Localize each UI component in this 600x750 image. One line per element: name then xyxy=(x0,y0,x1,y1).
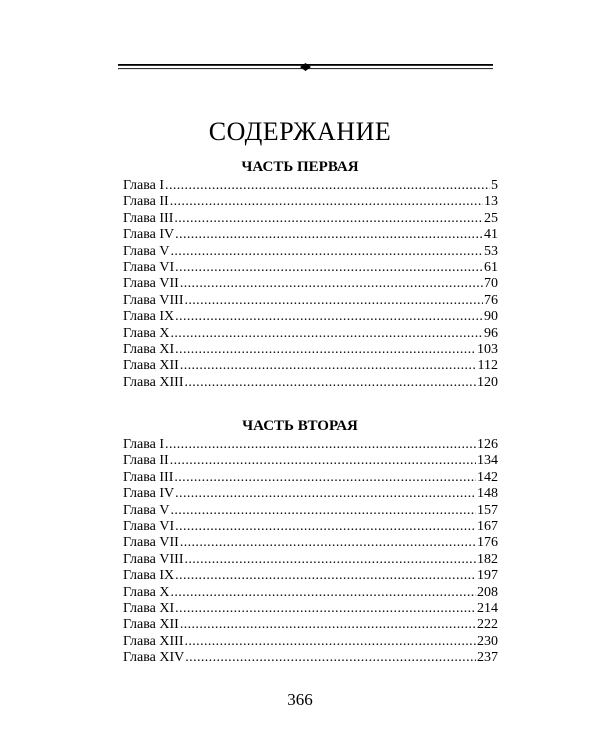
toc-entry-page: 197 xyxy=(477,568,498,584)
part-heading-first: ЧАСТЬ ПЕРВАЯ xyxy=(241,159,359,175)
toc-entry[interactable] xyxy=(123,535,498,551)
toc-entry-page: 96 xyxy=(484,325,498,341)
toc-entry-page: 5 xyxy=(491,178,498,193)
toc-entry-title: Глава III xyxy=(123,210,174,226)
toc-leader-dots xyxy=(174,470,476,486)
toc-entry-page: 230 xyxy=(477,633,498,649)
toc-leader-dots xyxy=(180,617,476,633)
toc-entry-page: 53 xyxy=(484,243,498,259)
toc-entry-title: Глава VII xyxy=(123,276,179,292)
toc-entry-title: Глава VI xyxy=(123,518,175,534)
toc-entry-title: Глава VIII xyxy=(123,292,184,308)
toc-leader-dots xyxy=(184,375,476,391)
toc-entry-title: Глава I xyxy=(123,437,165,452)
toc-entry-title: Глава VIII xyxy=(123,551,184,567)
toc-entry-title: Глава VII xyxy=(123,535,179,551)
toc-entry-page: 61 xyxy=(484,259,498,275)
toc-entry-title: Глава I xyxy=(123,178,165,193)
toc-entry[interactable] xyxy=(123,634,498,650)
toc-entry-title: Глава X xyxy=(123,325,170,341)
toc-leader-dots xyxy=(175,568,476,584)
toc-entry-title: Глава XIII xyxy=(123,374,184,390)
toc-leader-dots xyxy=(175,227,483,243)
toc-entry-title: Глава III xyxy=(123,469,174,485)
toc-entry[interactable] xyxy=(123,260,498,276)
toc-list-part-two xyxy=(123,437,498,666)
toc-entry-page: 90 xyxy=(484,309,498,325)
toc-leader-dots xyxy=(175,519,476,535)
toc-list-part-one xyxy=(123,178,498,391)
toc-entry[interactable] xyxy=(123,358,498,374)
toc-leader-dots xyxy=(175,601,476,617)
part-heading-second: ЧАСТЬ ВТОРАЯ xyxy=(242,418,358,434)
toc-entry[interactable] xyxy=(123,342,498,358)
toc-entry[interactable] xyxy=(123,552,498,568)
toc-leader-dots xyxy=(171,244,484,260)
toc-entry-page: 167 xyxy=(477,518,498,534)
toc-entry-title: Глава II xyxy=(123,453,169,469)
toc-leader-dots xyxy=(175,309,483,325)
toc-entry-page: 182 xyxy=(477,551,498,567)
toc-leader-dots xyxy=(184,634,476,650)
toc-entry-title: Глава V xyxy=(123,243,170,259)
toc-entry-page: 237 xyxy=(477,650,498,666)
toc-entry-title: Глава XI xyxy=(123,341,175,357)
toc-entry[interactable] xyxy=(123,617,498,633)
toc-entry-page: 76 xyxy=(484,292,498,308)
toc-entry-page: 222 xyxy=(477,617,498,633)
toc-entry-title: Глава V xyxy=(123,502,170,518)
toc-entry-title: Глава IX xyxy=(123,568,175,584)
toc-entry-title: Глава II xyxy=(123,194,169,210)
toc-entry[interactable] xyxy=(123,470,498,486)
toc-entry-page: 13 xyxy=(484,194,498,210)
toc-leader-dots xyxy=(175,342,476,358)
toc-entry[interactable] xyxy=(123,244,498,260)
toc-entry-page: 214 xyxy=(477,600,498,616)
toc-entry[interactable] xyxy=(123,568,498,584)
toc-leader-dots xyxy=(184,293,483,309)
toc-entry-page: 126 xyxy=(477,437,498,452)
toc-entry-page: 120 xyxy=(477,374,498,390)
toc-leader-dots xyxy=(165,437,476,453)
toc-entry-title: Глава XI xyxy=(123,600,175,616)
toc-leader-dots xyxy=(180,358,477,374)
decorative-header-rule xyxy=(118,62,493,74)
toc-entry-page: 41 xyxy=(484,227,498,243)
toc-leader-dots xyxy=(171,503,477,519)
toc-entry[interactable] xyxy=(123,194,498,210)
toc-leader-dots xyxy=(171,326,484,342)
toc-leader-dots xyxy=(175,260,483,276)
toc-entry[interactable] xyxy=(123,326,498,342)
toc-entry-title: Глава X xyxy=(123,584,170,600)
toc-entry[interactable] xyxy=(123,486,498,502)
toc-leader-dots xyxy=(174,211,483,227)
toc-entry[interactable] xyxy=(123,601,498,617)
toc-entry[interactable] xyxy=(123,650,498,666)
toc-leader-dots xyxy=(180,535,476,551)
toc-entry[interactable] xyxy=(123,309,498,325)
toc-entry-page: 148 xyxy=(477,486,498,502)
toc-entry-page: 157 xyxy=(477,502,498,518)
page-number: 366 xyxy=(287,690,313,709)
toc-entry-title: Глава IV xyxy=(123,227,175,243)
toc-entry[interactable] xyxy=(123,519,498,535)
toc-entry[interactable] xyxy=(123,585,498,601)
toc-leader-dots xyxy=(170,194,483,210)
toc-entry[interactable] xyxy=(123,178,498,194)
toc-leader-dots xyxy=(175,486,476,502)
toc-entry-title: Глава XIII xyxy=(123,633,184,649)
toc-entry[interactable] xyxy=(123,437,498,453)
toc-entry-title: Глава VI xyxy=(123,259,175,275)
toc-entry[interactable] xyxy=(123,375,498,391)
toc-entry-page: 103 xyxy=(477,341,498,357)
toc-entry-page: 25 xyxy=(484,210,498,226)
toc-entry-title: Глава XIV xyxy=(123,650,185,666)
toc-entry-title: Глава XII xyxy=(123,617,179,633)
toc-entry-page: 112 xyxy=(477,358,498,374)
toc-leader-dots xyxy=(165,178,490,194)
toc-leader-dots xyxy=(180,276,483,292)
toc-entry-page: 134 xyxy=(477,453,498,469)
page-title: СОДЕРЖАНИЕ xyxy=(208,117,392,146)
toc-entry[interactable] xyxy=(123,211,498,227)
toc-entry-title: Глава IV xyxy=(123,486,175,502)
toc-leader-dots xyxy=(185,650,476,666)
toc-entry[interactable] xyxy=(123,227,498,243)
toc-leader-dots xyxy=(171,585,477,601)
toc-entry[interactable] xyxy=(123,293,498,309)
toc-leader-dots xyxy=(184,552,476,568)
toc-entry-page: 176 xyxy=(477,535,498,551)
toc-entry-page: 208 xyxy=(477,584,498,600)
ornament-divider-icon xyxy=(118,62,493,74)
toc-leader-dots xyxy=(170,453,476,469)
toc-entry-page: 142 xyxy=(477,469,498,485)
toc-entry[interactable] xyxy=(123,453,498,469)
toc-entry-title: Глава IX xyxy=(123,309,175,325)
toc-entry-page: 70 xyxy=(484,276,498,292)
toc-entry[interactable] xyxy=(123,503,498,519)
toc-entry[interactable] xyxy=(123,276,498,292)
toc-entry-title: Глава XII xyxy=(123,358,179,374)
